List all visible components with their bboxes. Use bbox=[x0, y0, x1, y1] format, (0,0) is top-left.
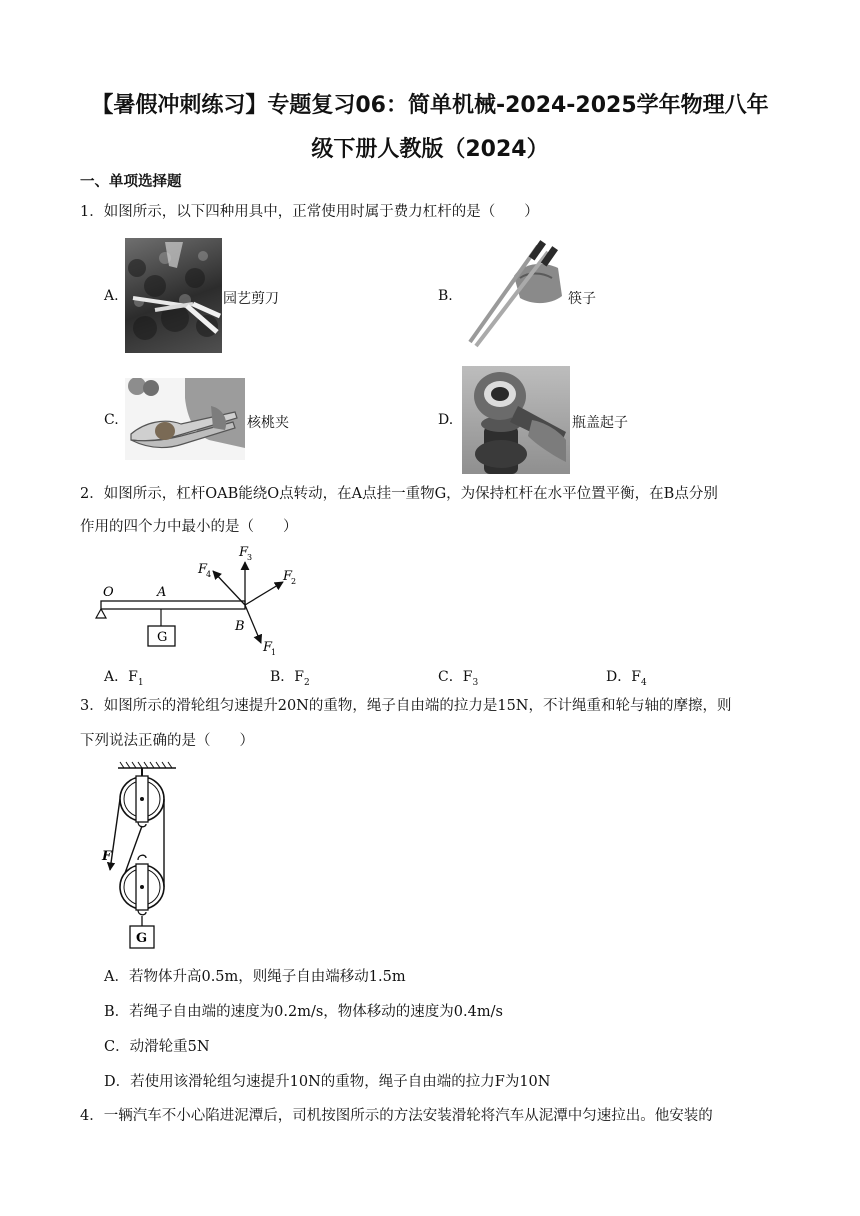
bottle-opener-photo bbox=[462, 366, 570, 474]
free-end-rope bbox=[110, 799, 120, 870]
label-b: B bbox=[235, 619, 245, 634]
label-f4: F bbox=[198, 562, 208, 577]
force-f1-arrow bbox=[245, 605, 261, 643]
nutcracker-photo bbox=[125, 378, 245, 460]
label-o: O bbox=[103, 585, 114, 600]
label-f1: F bbox=[263, 640, 273, 655]
q1-option-b-label: 筷子 bbox=[568, 291, 596, 307]
q1-option-d-label: 瓶盖起子 bbox=[572, 415, 628, 431]
title-line-1: 【暑假冲刺练习】专题复习06：简单机械-2024-2025学年物理八年 bbox=[91, 93, 769, 118]
q2-option-b: B．$F_2$ bbox=[270, 669, 310, 688]
lever-diagram bbox=[95, 540, 310, 660]
label-g: G bbox=[157, 630, 168, 645]
question-4-stem-line-1: 4．一辆汽车不小心陷进泥潭后，司机按图所示的方法安装滑轮将汽车从泥潭中匀速拉出。他安装的 bbox=[80, 1108, 713, 1124]
label-f2: F bbox=[283, 569, 293, 584]
q1-option-a-label: 园艺剪刀 bbox=[223, 291, 279, 307]
q3-option-c: C．动滑轮重5N bbox=[104, 1039, 210, 1055]
document-title bbox=[60, 84, 800, 172]
label-f3-sub: 3 bbox=[247, 553, 253, 562]
label-f3: F bbox=[239, 545, 249, 560]
garden-shears-photo bbox=[125, 238, 222, 353]
q3-option-a: A．若物体升高0.5m，则绳子自由端移动1.5m bbox=[104, 969, 406, 985]
label-a: A bbox=[157, 585, 167, 600]
question-2-stem-line-2: 作用的四个力中最小的是（ ） bbox=[80, 519, 298, 535]
q3-option-d: D．若使用该滑轮组匀速提升10N的重物，绳子自由端的拉力F为10N bbox=[104, 1074, 551, 1090]
label-g-load: G bbox=[136, 931, 148, 946]
q2-option-d: D．$F_4$ bbox=[606, 669, 647, 688]
q2-option-a: A．$F_1$ bbox=[104, 669, 144, 688]
label-f1-sub: 1 bbox=[271, 648, 277, 657]
question-2-stem-line-1: 2．如图所示，杠杆OAB能绕O点转动，在A点挂一重物G，为保持杠杆在水平位置平衡，在B点分别 bbox=[80, 486, 718, 502]
section-heading: 一、单项选择题 bbox=[80, 174, 182, 190]
label-f2-sub: 2 bbox=[291, 577, 297, 586]
question-3-stem-line-1: 3．如图所示的滑轮组匀速提升20N的重物，绳子自由端的拉力是15N，不计绳重和轮与轴的摩擦，则 bbox=[80, 698, 732, 714]
pulley-system-diagram bbox=[96, 760, 186, 950]
question-3-stem-line-2: 下列说法正确的是（ ） bbox=[80, 733, 254, 749]
force-f4-arrow bbox=[213, 571, 245, 605]
question-1-stem: 1．如图所示，以下四种用具中，正常使用时属于费力杠杆的是（ ） bbox=[80, 204, 539, 220]
lever-bar bbox=[101, 601, 245, 609]
q3-option-b: B．若绳子自由端的速度为0.2m/s，物体移动的速度为0.4m/s bbox=[104, 1004, 503, 1020]
q1-option-c-letter: C. bbox=[104, 412, 119, 428]
chopsticks-photo bbox=[462, 238, 567, 348]
label-f: F bbox=[102, 849, 112, 864]
pivot-triangle bbox=[96, 609, 106, 618]
q1-option-d-letter: D. bbox=[438, 412, 454, 428]
q1-option-c-label: 核桃夹 bbox=[247, 415, 289, 431]
q1-option-b-letter: B. bbox=[438, 288, 453, 304]
force-f2-arrow bbox=[245, 582, 283, 605]
q2-option-c: C．$F_3$ bbox=[438, 669, 479, 688]
title-line-2: 级下册人教版（2024） bbox=[311, 137, 549, 162]
q1-option-a-letter: A. bbox=[104, 288, 119, 304]
label-f4-sub: 4 bbox=[206, 570, 212, 579]
